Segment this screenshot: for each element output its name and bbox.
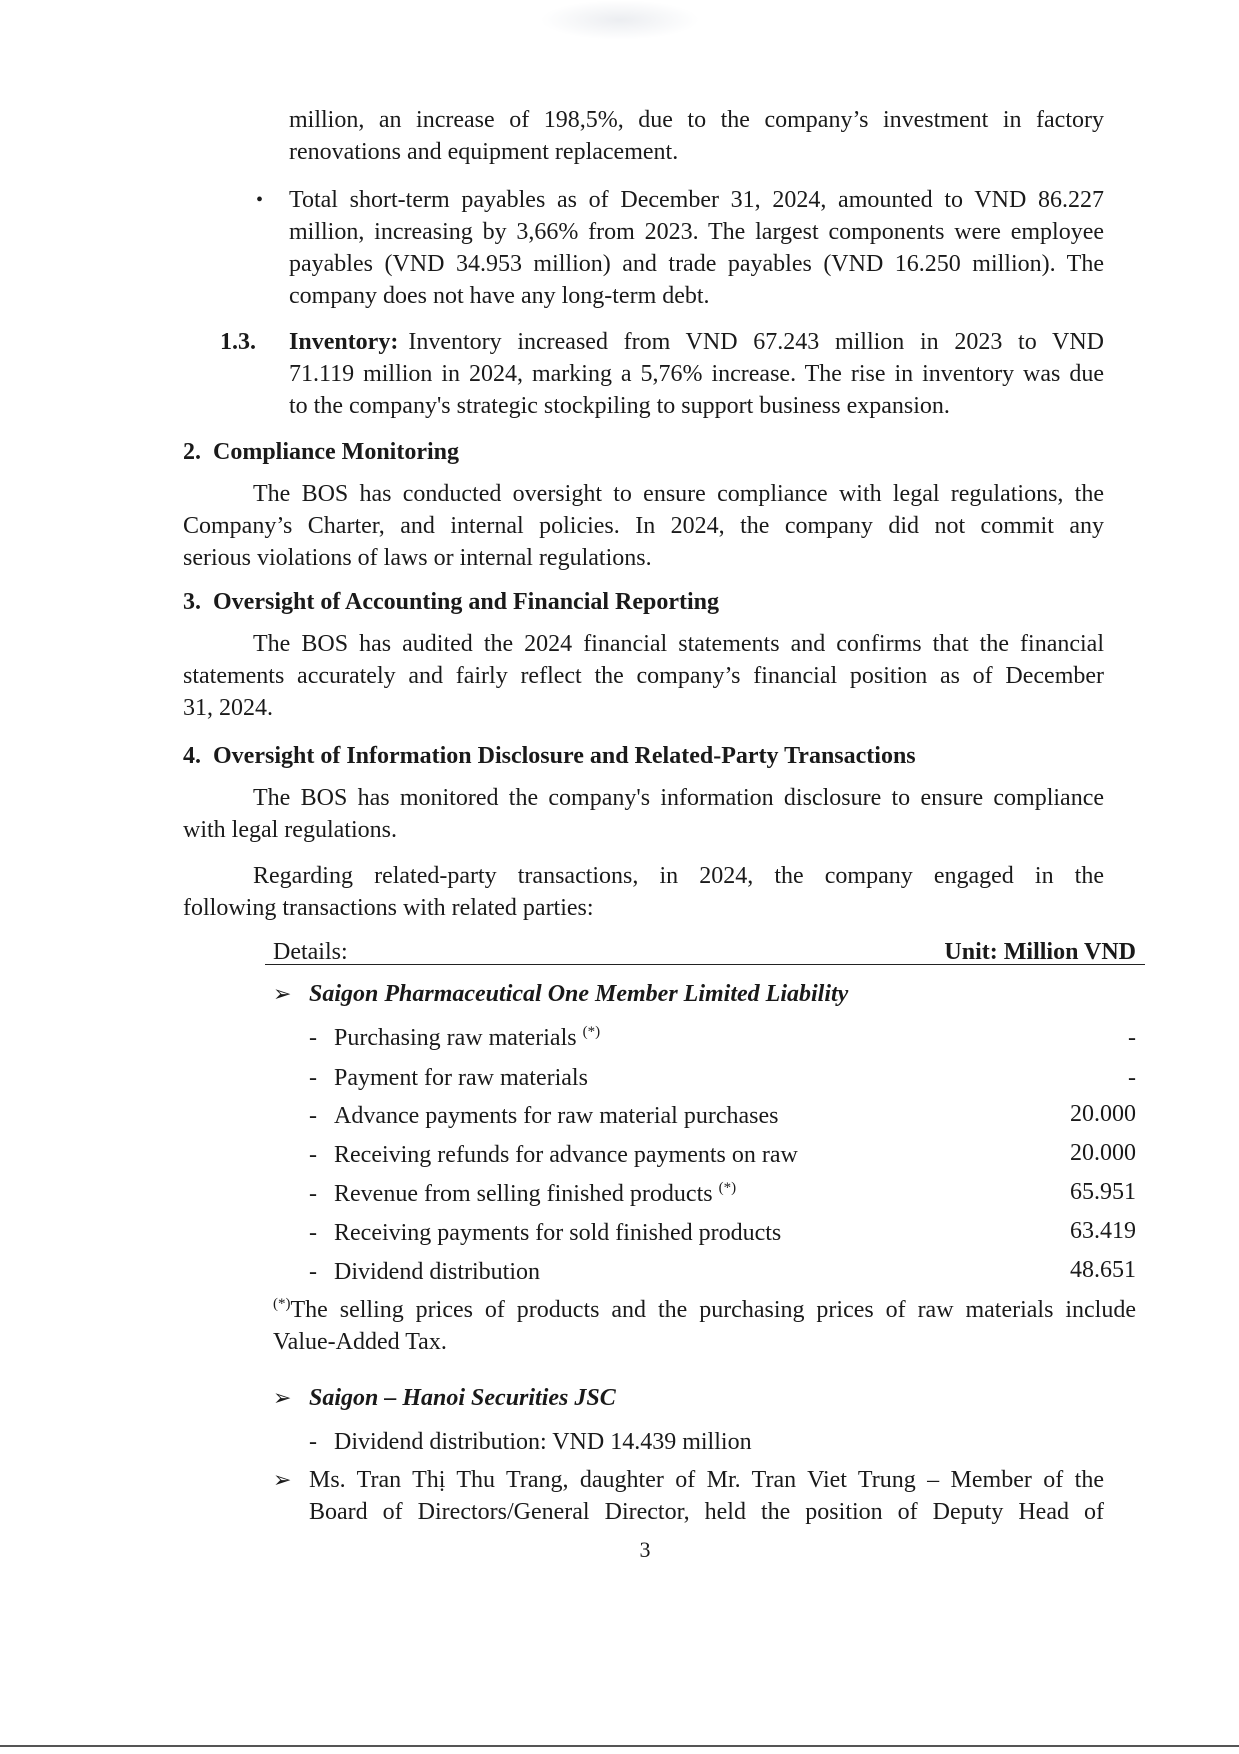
- section-4-p2-line-1: Regarding related-party transactions, in 2024, the company engaged in the: [253, 863, 1104, 889]
- footnote-line-1: [273, 1294, 1136, 1326]
- footnote-line-2: Value-Added Tax.: [273, 1329, 447, 1355]
- footnote-text: The selling prices of products and the purchasing prices of raw materials include: [290, 1297, 1136, 1323]
- footnote-mark: (*): [273, 1296, 291, 1312]
- section-4-heading: 4. Oversight of Information Disclosure and Related-Party Transactions: [183, 743, 916, 769]
- scan-artifact: [540, 0, 700, 40]
- row-5-mark: (*): [718, 1180, 737, 1196]
- dash-icon: -: [309, 1429, 317, 1455]
- bullet-icon: •: [256, 189, 264, 211]
- payables-line-2: million, increasing by 3,66% from 2023. The largest components were employee: [289, 219, 1104, 245]
- section-4-p1-line-2: with legal regulations.: [183, 817, 397, 843]
- row-6-value: 63.419: [1070, 1218, 1136, 1244]
- row-1-value: -: [1128, 1025, 1136, 1051]
- table-row-label: [334, 1022, 600, 1054]
- inventory-line-3: to the company's strategic stockpiling to support business expansion.: [289, 393, 950, 419]
- row-7-label: Dividend distribution: [334, 1259, 540, 1285]
- dash-icon: -: [309, 1220, 317, 1246]
- inventory-label: Inventory:: [289, 329, 399, 355]
- row-7-value: 48.651: [1070, 1257, 1136, 1283]
- row-5-value: 65.951: [1070, 1179, 1136, 1205]
- row-4-label: Receiving refunds for advance payments on raw: [334, 1142, 798, 1168]
- inventory-line-1-text: Inventory increased from VND 67.243 million in 2023 to VND: [408, 329, 1104, 355]
- section-2-line-3: serious violations of laws or internal regulations.: [183, 545, 652, 571]
- row-1-mark: (*): [582, 1024, 601, 1040]
- continuation-line-2: renovations and equipment replacement.: [289, 139, 679, 165]
- payables-line-4: company does not have any long-term debt.: [289, 283, 710, 309]
- page-number: 3: [639, 1537, 651, 1562]
- inventory-line-2: 71.119 million in 2024, marking a 5,76% increase. The rise in inventory was due: [289, 361, 1104, 387]
- dash-icon: -: [309, 1065, 317, 1091]
- section-4-p1-line-1: The BOS has monitored the company's information disclosure to ensure compliance: [253, 785, 1104, 811]
- row-4-value: 20.000: [1070, 1140, 1136, 1166]
- party-3-line-2: Board of Directors/General Director, held the position of Deputy Head of: [309, 1499, 1104, 1525]
- row-6-label: Receiving payments for sold finished products: [334, 1220, 782, 1246]
- inventory-number: 1.3.: [220, 329, 256, 355]
- section-3-heading: 3. Oversight of Accounting and Financial Reporting: [183, 589, 720, 615]
- section-3-line-1: The BOS has audited the 2024 financial statements and confirms that the financial: [253, 631, 1104, 657]
- row-3-label: Advance payments for raw material purchases: [334, 1103, 779, 1129]
- row-5-label: Revenue from selling finished products: [334, 1181, 713, 1207]
- payables-line-1: Total short-term payables as of December 31, 2024, amounted to VND 86.227: [289, 187, 1104, 213]
- arrow-icon: ➢: [273, 981, 292, 1006]
- table-details-label: Details:: [273, 939, 348, 965]
- party-2-name: Saigon – Hanoi Securities JSC: [309, 1385, 616, 1411]
- page-bottom-edge: [0, 1745, 1239, 1747]
- section-4-p2-line-2: following transactions with related parties:: [183, 895, 594, 921]
- table-header-rule: [265, 964, 1145, 965]
- row-2-value: -: [1128, 1065, 1136, 1091]
- row-2-label: Payment for raw materials: [334, 1065, 588, 1091]
- dash-icon: -: [309, 1259, 317, 1285]
- section-3-line-2: statements accurately and fairly reflect the company’s financial position as of December: [183, 663, 1104, 689]
- row-3-value: 20.000: [1070, 1101, 1136, 1127]
- payables-line-3: payables (VND 34.953 million) and trade payables (VND 16.250 million). The: [289, 251, 1104, 277]
- arrow-icon: ➢: [273, 1385, 292, 1410]
- section-2-line-1: The BOS has conducted oversight to ensure compliance with legal regulations, the: [253, 481, 1104, 507]
- dash-icon: -: [309, 1142, 317, 1168]
- table-row-label: [334, 1178, 736, 1210]
- section-2-line-2: Company’s Charter, and internal policies. In 2024, the company did not commit any: [183, 513, 1104, 539]
- dash-icon: -: [309, 1181, 317, 1207]
- section-2-heading: 2. Compliance Monitoring: [183, 439, 459, 465]
- party-2-item: Dividend distribution: VND 14.439 million: [334, 1429, 752, 1455]
- row-1-label: Purchasing raw materials: [334, 1025, 577, 1051]
- continuation-line-1: million, an increase of 198,5%, due to the company’s investment in factory: [289, 107, 1104, 133]
- inventory-line-1: [289, 326, 1104, 358]
- section-3-line-3: 31, 2024.: [183, 695, 273, 721]
- arrow-icon: ➢: [273, 1467, 292, 1492]
- dash-icon: -: [309, 1103, 317, 1129]
- table-unit-label: Unit: Million VND: [944, 939, 1136, 965]
- party-1-name: Saigon Pharmaceutical One Member Limited Liability: [309, 981, 849, 1007]
- dash-icon: -: [309, 1025, 317, 1051]
- party-3-line-1: Ms. Tran Thị Thu Trang, daughter of Mr. Tran Viet Trung – Member of the: [309, 1467, 1104, 1493]
